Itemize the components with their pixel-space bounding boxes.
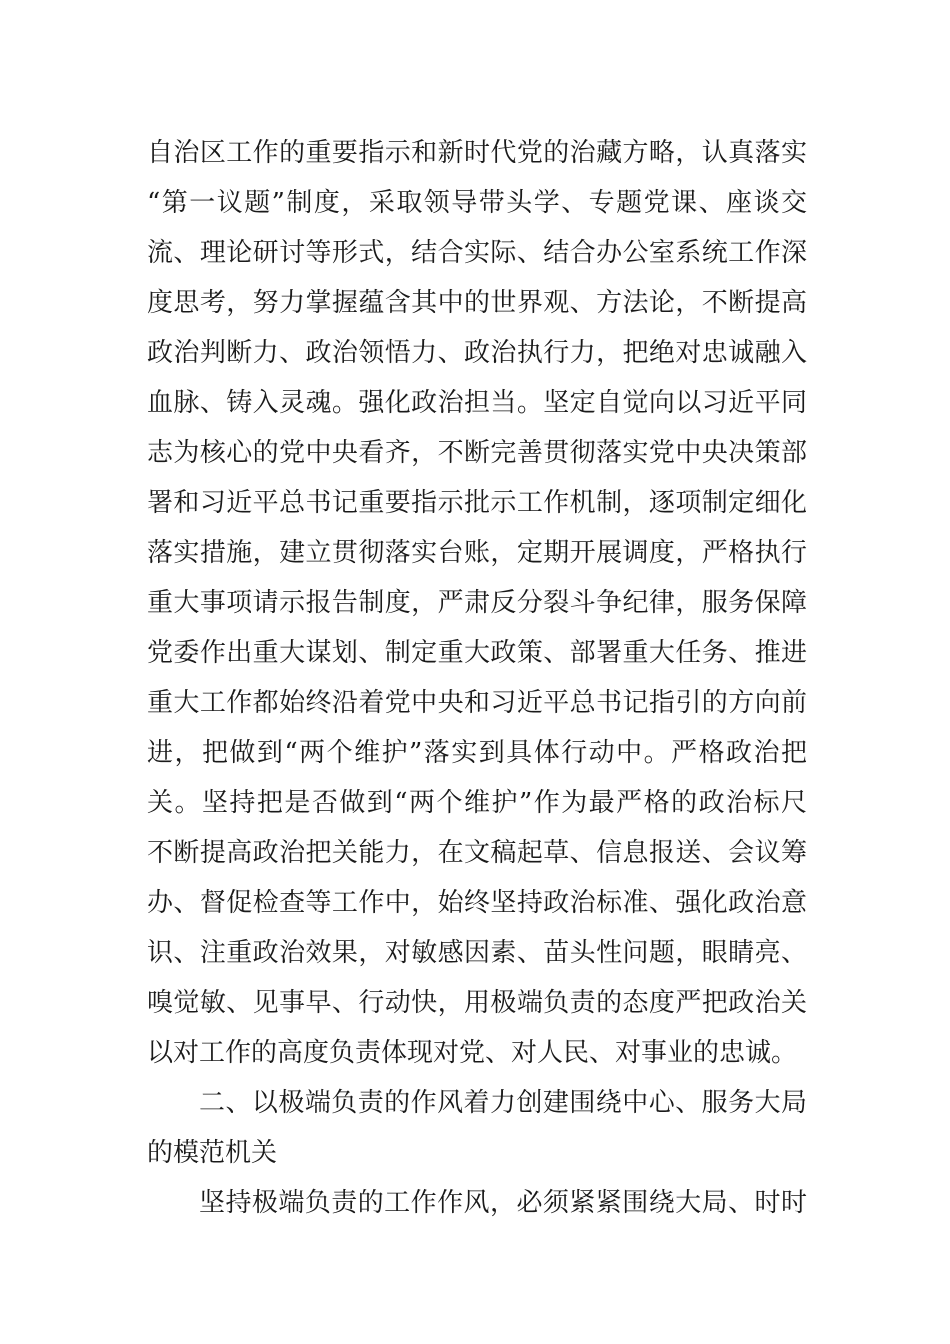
body-text-line: “第一议题”制度，采取领导带头学、专题党课、座谈交 <box>147 188 807 218</box>
body-text-line: 自治区工作的重要指示和新时代党的治藏方略，认真落实 <box>147 138 807 168</box>
body-text-line: 识、注重政治效果，对敏感因素、苗头性问题，眼睛亮、 <box>147 938 807 968</box>
section-heading-line: 二、以极端负责的作风着力创建围绕中心、服务大局 <box>199 1088 807 1118</box>
body-text-line: 度思考，努力掌握蕴含其中的世界观、方法论，不断提高 <box>147 288 807 318</box>
body-text-line: 办、督促检查等工作中，始终坚持政治标准、强化政治意 <box>147 888 807 918</box>
body-text-line: 关。坚持把是否做到“两个维护”作为最严格的政治标尺 <box>147 788 807 818</box>
body-text-line: 流、理论研讨等形式，结合实际、结合办公室系统工作深 <box>147 238 807 268</box>
body-text-line: 以对工作的高度负责体现对党、对人民、对事业的忠诚。 <box>147 1038 798 1068</box>
body-text-line: 重大工作都始终沿着党中央和习近平总书记指引的方向前 <box>147 688 807 718</box>
body-text-line: 党委作出重大谋划、制定重大政策、部署重大任务、推进 <box>147 638 807 668</box>
body-text-line: 血脉、铸入灵魂。强化政治担当。坚定自觉向以习近平同 <box>147 388 807 418</box>
body-text-line: 政治判断力、政治领悟力、政治执行力，把绝对忠诚融入 <box>147 338 807 368</box>
body-text-line: 嗅觉敏、见事早、行动快，用极端负责的态度严把政治关 <box>147 988 807 1018</box>
body-text-line: 不断提高政治把关能力，在文稿起草、信息报送、会议筹 <box>147 838 807 868</box>
body-text-line: 进，把做到“两个维护”落实到具体行动中。严格政治把 <box>147 738 807 768</box>
body-text-line: 坚持极端负责的工作作风，必须紧紧围绕大局、时时 <box>199 1188 807 1218</box>
body-text-line: 署和习近平总书记重要指示批示工作机制，逐项制定细化 <box>147 488 807 518</box>
section-heading-line: 的模范机关 <box>147 1138 278 1168</box>
body-text-line: 落实措施，建立贯彻落实台账，定期开展调度，严格执行 <box>147 538 807 568</box>
body-text-line: 重大事项请示报告制度，严肃反分裂斗争纪律，服务保障 <box>147 588 807 618</box>
body-text-line: 志为核心的党中央看齐，不断完善贯彻落实党中央决策部 <box>147 438 807 468</box>
